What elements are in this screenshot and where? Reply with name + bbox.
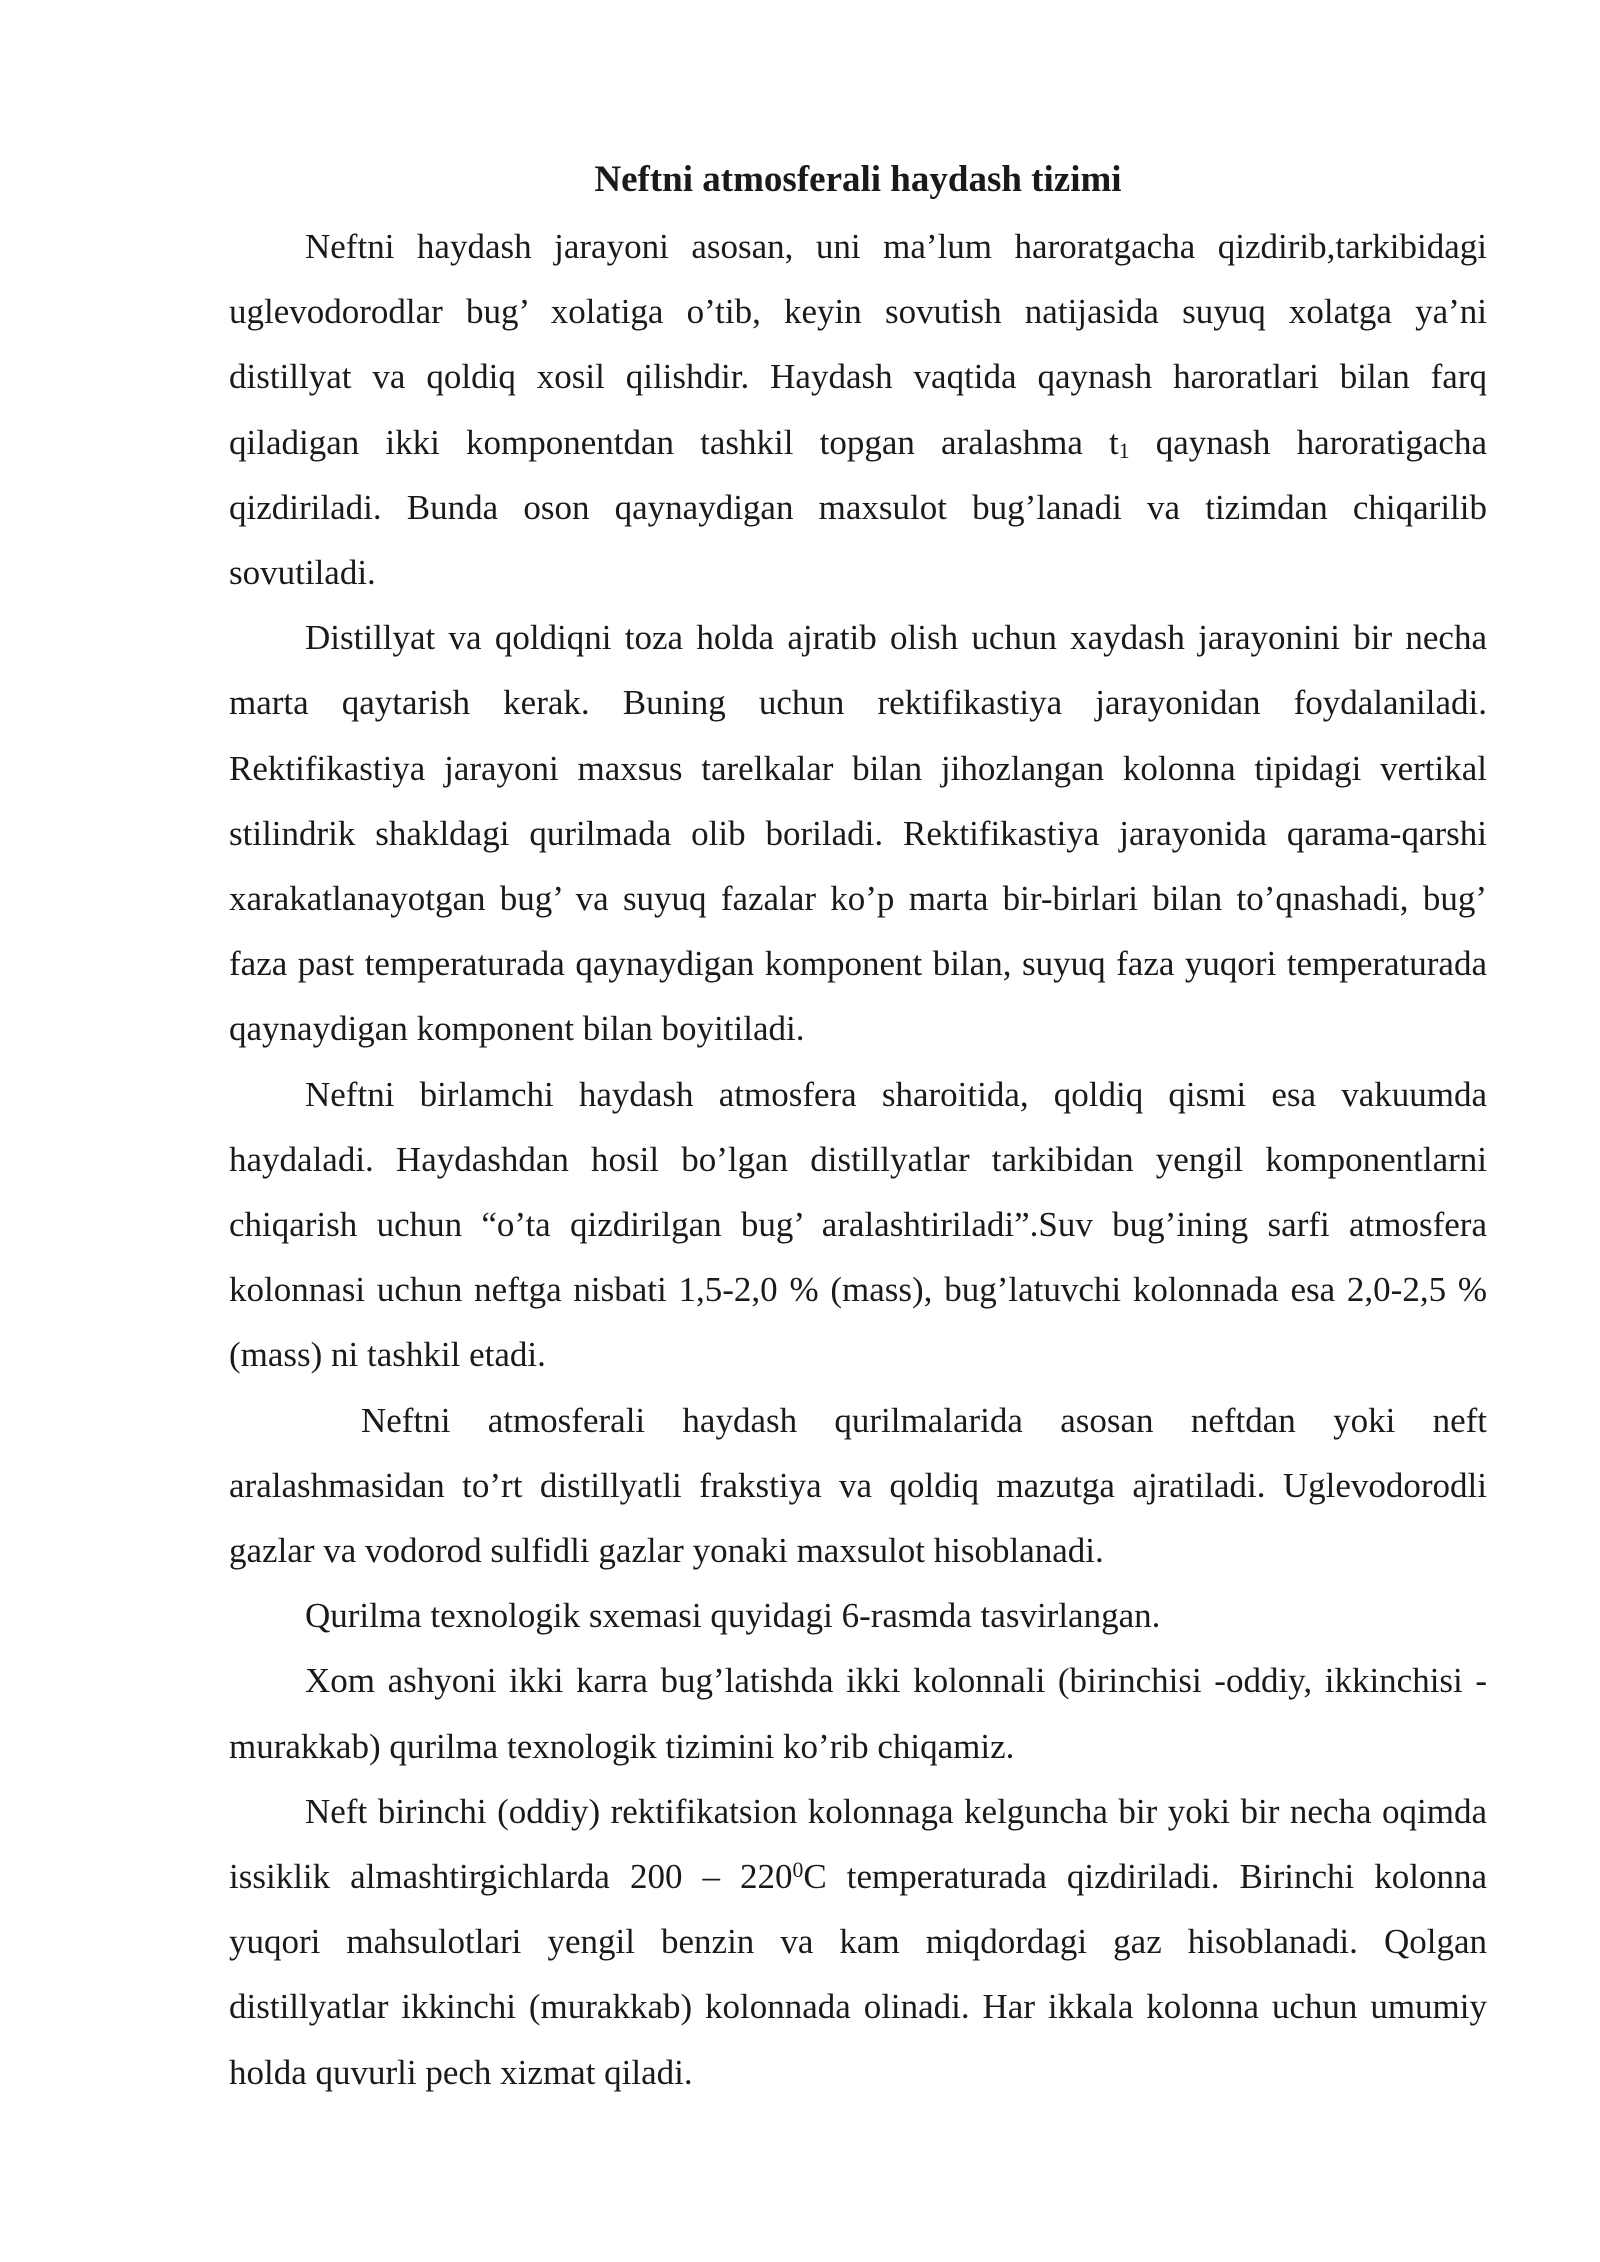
document-title: Neftni atmosferali haydash tizimi bbox=[594, 159, 1122, 200]
paragraph-7-text-a: Neft birinchi (oddiy) rektifikatsion kolonnaga kelguncha bir yoki bir necha oqimda issiklik almashtirgichlarda 200 – 220 bbox=[229, 1791, 1487, 1897]
subscript-t1: 1 bbox=[1118, 439, 1130, 464]
paragraph-5: Qurilma texnologik sxemasi quyidagi 6-rasmda tasvirlangan. bbox=[305, 1596, 1161, 1636]
paragraph-1-text-a: Neftni haydash jarayoni asosan, uni ma’lum haroratgacha qizdirib,tarkibidagi uglevodorodlar bug’ xolatiga o’tib, keyin sovutish natijasida suyuq xolatga ya’ni distillyat va qoldiq xosil qilishdir. Haydash vaqtida qaynash haroratlari bilan farq qiladigan ikki komponentdan tashkil topgan aralashma t bbox=[229, 227, 1487, 462]
paragraph-7-text-b: C temperaturada qizdiriladi. Birinchi kolonna yuqori mahsulotlari yengil benzin va kam miqdordagi gaz hisoblanadi. Qolgan distillyatlar ikkinchi (murakkab) kolonnada olinadi. Har ikkala kolonna uchun umumiy holda quvurli pech xizmat qiladi. bbox=[229, 1857, 1487, 2092]
paragraph-1 bbox=[229, 214, 1487, 605]
superscript-degree: 0 bbox=[792, 1858, 804, 1883]
paragraph-2: Distillyat va qoldiqni toza holda ajratib olish uchun xaydash jarayonini bir necha marta qaytarish kerak. Buning uchun rektifikastiya jarayonidan foydalaniladi. Rektifikastiya jarayoni maxsus tarelkalar bilan jihozlangan kolonna tipidagi vertikal stilindrik shakldagi qurilmada olib boriladi. Rektifikastiya jarayonida qarama-qarshi xarakatlanayotgan bug’ va suyuq fazalar ko’p marta bir-birlari bilan to’qnashadi, bug’ faza past temperaturada qaynaydigan komponent bilan, suyuq faza yuqori temperaturada qaynaydigan komponent bilan boyitiladi. bbox=[229, 618, 1487, 1049]
paragraph-3: Neftni birlamchi haydash atmosfera sharoitida, qoldiq qismi esa vakuumda haydaladi. Haydashdan hosil bo’lgan distillyatlar tarkibidan yengil komponentlarni chiqarish uchun “o’ta qizdirilgan bug’ aralashtiriladi”.Suv bug’ining sarfi atmosfera kolonnasi uchun neftga nisbati 1,5-2,0 % (mass), bug’latuvchi kolonnada esa 2,0-2,5 % (mass) ni tashkil etadi. bbox=[229, 1074, 1487, 1375]
document-body bbox=[229, 148, 1487, 2105]
paragraph-7 bbox=[229, 1779, 1487, 2105]
paragraph-1-text-b: qaynash haroratigacha qizdiriladi. Bunda oson qaynaydigan maxsulot bug’lanadi va tizimdan chiqarilib sovutiladi. bbox=[229, 422, 1488, 593]
paragraph-6: Xom ashyoni ikki karra bug’latishda ikki kolonnali (birinchisi -oddiy, ikkinchisi - murakkab) qurilma texnologik tizimini ko’rib chiqamiz. bbox=[229, 1661, 1487, 1766]
paragraph-4: Neftni atmosferali haydash qurilmalarida asosan neftdan yoki neft aralashmasidan to’rt distillyatli frakstiya va qoldiq mazutga ajratiladi. Uglevodorodli gazlar va vodorod sulfidli gazlar yonaki maxsulot hisoblanadi. bbox=[229, 1400, 1487, 1571]
